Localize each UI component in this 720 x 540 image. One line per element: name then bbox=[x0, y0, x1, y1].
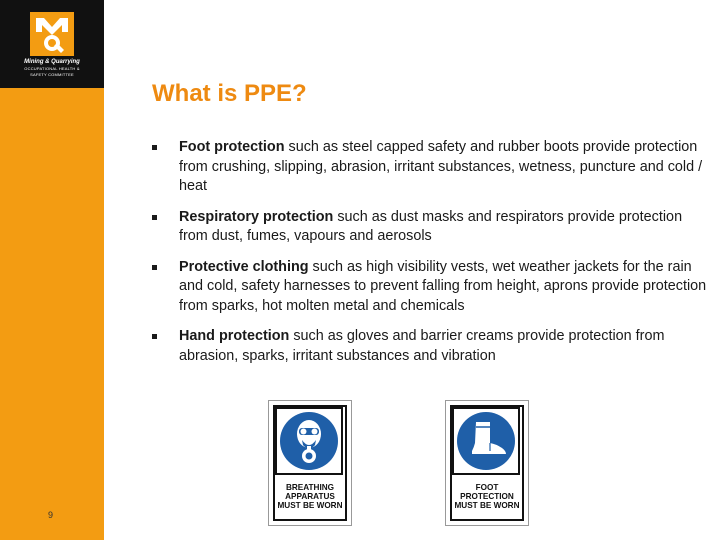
sign-caption-line: BREATHING bbox=[285, 483, 335, 492]
bullet-list bbox=[148, 138, 708, 377]
logo-line-2: OCCUPATIONAL HEALTH & bbox=[24, 66, 80, 71]
sign-breathing-apparatus bbox=[268, 400, 352, 526]
sign-caption bbox=[446, 483, 528, 510]
sidebar bbox=[0, 0, 104, 540]
logo-mark-icon bbox=[30, 12, 74, 56]
bullet-protective-clothing bbox=[148, 258, 708, 317]
bullet-text: such as high visibility vests, wet weather jackets for the rain and cold, safety harnesses to prevent falling from height, aprons provide protection from sparks, hot molten metal and chemicals bbox=[179, 258, 707, 314]
sign-caption bbox=[269, 483, 351, 510]
logo-line-1: Mining & Quarrying bbox=[24, 59, 80, 65]
bullet-text: such as dust masks and respirators provide protection from dust, fumes, vapours and aerosols bbox=[179, 208, 683, 244]
bullet-square-icon bbox=[152, 265, 157, 270]
page-number: 9 bbox=[48, 510, 54, 520]
bullet-square-icon bbox=[152, 215, 157, 220]
sign-caption-line: APPARATUS bbox=[285, 492, 335, 501]
bullet-square-icon bbox=[152, 334, 157, 339]
bullet-heading: Protective clothing bbox=[179, 258, 309, 275]
bullet-text: such as steel capped safety and rubber boots provide protection from crushing, slipping, abrasion, irritant substances, wetness, puncture and cold / heat bbox=[179, 139, 703, 194]
boot-icon bbox=[452, 407, 520, 475]
sign-caption-line: MUST BE WORN bbox=[277, 501, 343, 510]
bullet-heading: Respiratory protection bbox=[179, 208, 334, 225]
bullet-heading: Hand protection bbox=[179, 328, 290, 344]
logo bbox=[0, 0, 104, 88]
sign-foot-protection bbox=[445, 400, 529, 526]
bullet-hand-protection bbox=[148, 327, 708, 366]
bullet-foot-protection bbox=[148, 138, 708, 197]
bullet-respiratory-protection bbox=[148, 208, 708, 247]
slide-title: What is PPE? bbox=[152, 80, 307, 107]
logo-line-3: SAFETY COMMITTEE bbox=[30, 72, 74, 77]
bullet-text: such as gloves and barrier creams provide protection from abrasion, sparks, irritant substances and vibration bbox=[179, 328, 665, 364]
bullet-heading: Foot protection bbox=[179, 139, 285, 155]
sign-caption-line: MUST BE WORN bbox=[454, 501, 520, 510]
bullet-square-icon bbox=[152, 145, 157, 150]
sign-caption-line: PROTECTION bbox=[460, 492, 514, 501]
respirator-icon bbox=[275, 407, 343, 475]
logo-text bbox=[0, 58, 104, 78]
sign-caption-line: FOOT bbox=[475, 483, 499, 492]
